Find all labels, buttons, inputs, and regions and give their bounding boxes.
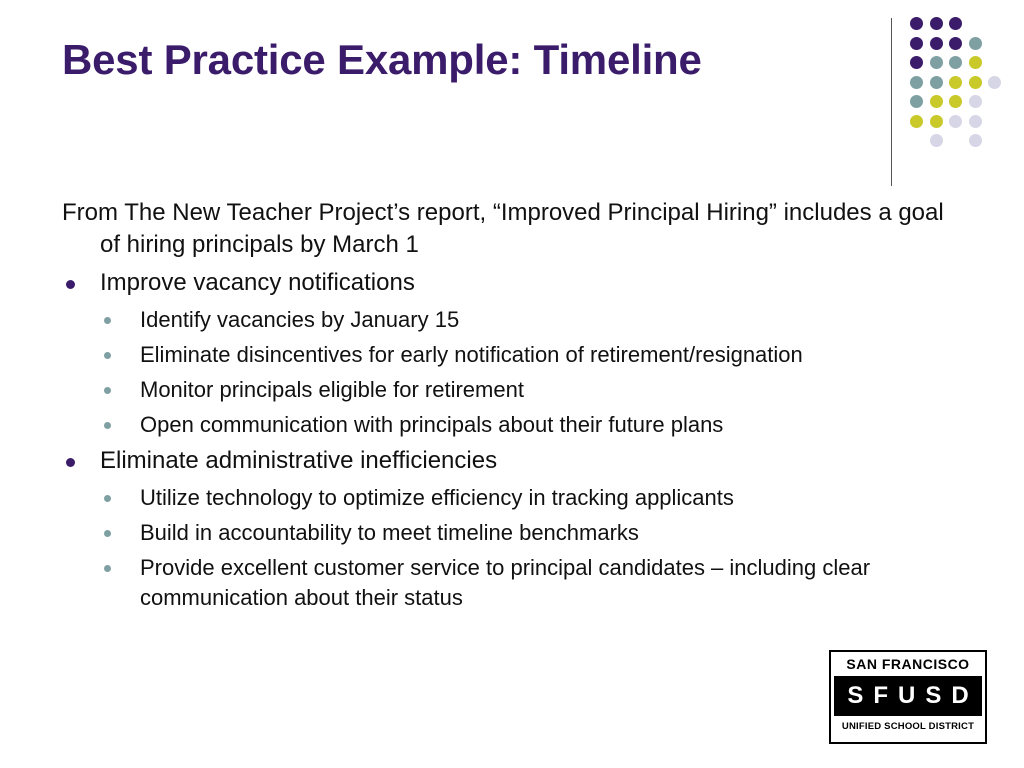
sub-bullet: Eliminate disincentives for early notification of retirement/resignation [62,340,962,370]
decor-dot [949,37,962,50]
decorative-dot-grid [0,0,1024,190]
decor-dot [949,95,962,108]
logo-bottom-text: UNIFIED SCHOOL DISTRICT [841,721,975,732]
decor-dot [969,134,982,147]
decor-dot [969,56,982,69]
logo-top-text: SAN FRANCISCO [846,656,970,672]
decor-dot [910,95,923,108]
decor-dot [969,95,982,108]
decor-dot [910,56,923,69]
decor-dot [910,76,923,89]
decor-dot [910,115,923,128]
decor-dot [969,76,982,89]
sub-bullet: Identify vacancies by January 15 [62,305,962,335]
decor-dot [930,115,943,128]
decor-dot [969,37,982,50]
decor-dot [930,37,943,50]
decor-dot [930,76,943,89]
sfusd-logo [829,650,987,744]
slide-body [62,197,962,618]
decor-dot [930,134,943,147]
sub-bullet: Provide excellent customer service to principal candidates – including clear communication about their status [62,553,962,613]
decor-dot [910,37,923,50]
decor-dot [949,115,962,128]
decor-dot [949,17,962,30]
slide-title: Best Practice Example: Timeline [62,36,702,83]
intro-text: From The New Teacher Project’s report, “Improved Principal Hiring” includes a goal of hiring principals by March 1 [62,199,944,258]
decor-dot [949,56,962,69]
logo-middle-text: SFUSD [834,676,982,716]
decor-dot [930,56,943,69]
decor-dot [910,17,923,30]
decor-dot [930,17,943,30]
sub-bullet: Build in accountability to meet timeline benchmarks [62,518,962,548]
decor-dot [930,95,943,108]
bullet-section-1: Improve vacancy notifications [62,267,962,299]
bullet-section-2: Eliminate administrative inefficiencies [62,445,962,477]
sub-bullet: Open communication with principals about their future plans [62,410,962,440]
decor-dot [969,115,982,128]
sub-bullet: Utilize technology to optimize efficiency in tracking applicants [62,483,962,513]
sub-bullet: Monitor principals eligible for retirement [62,375,962,405]
decor-dot [949,76,962,89]
decor-dot [988,76,1001,89]
